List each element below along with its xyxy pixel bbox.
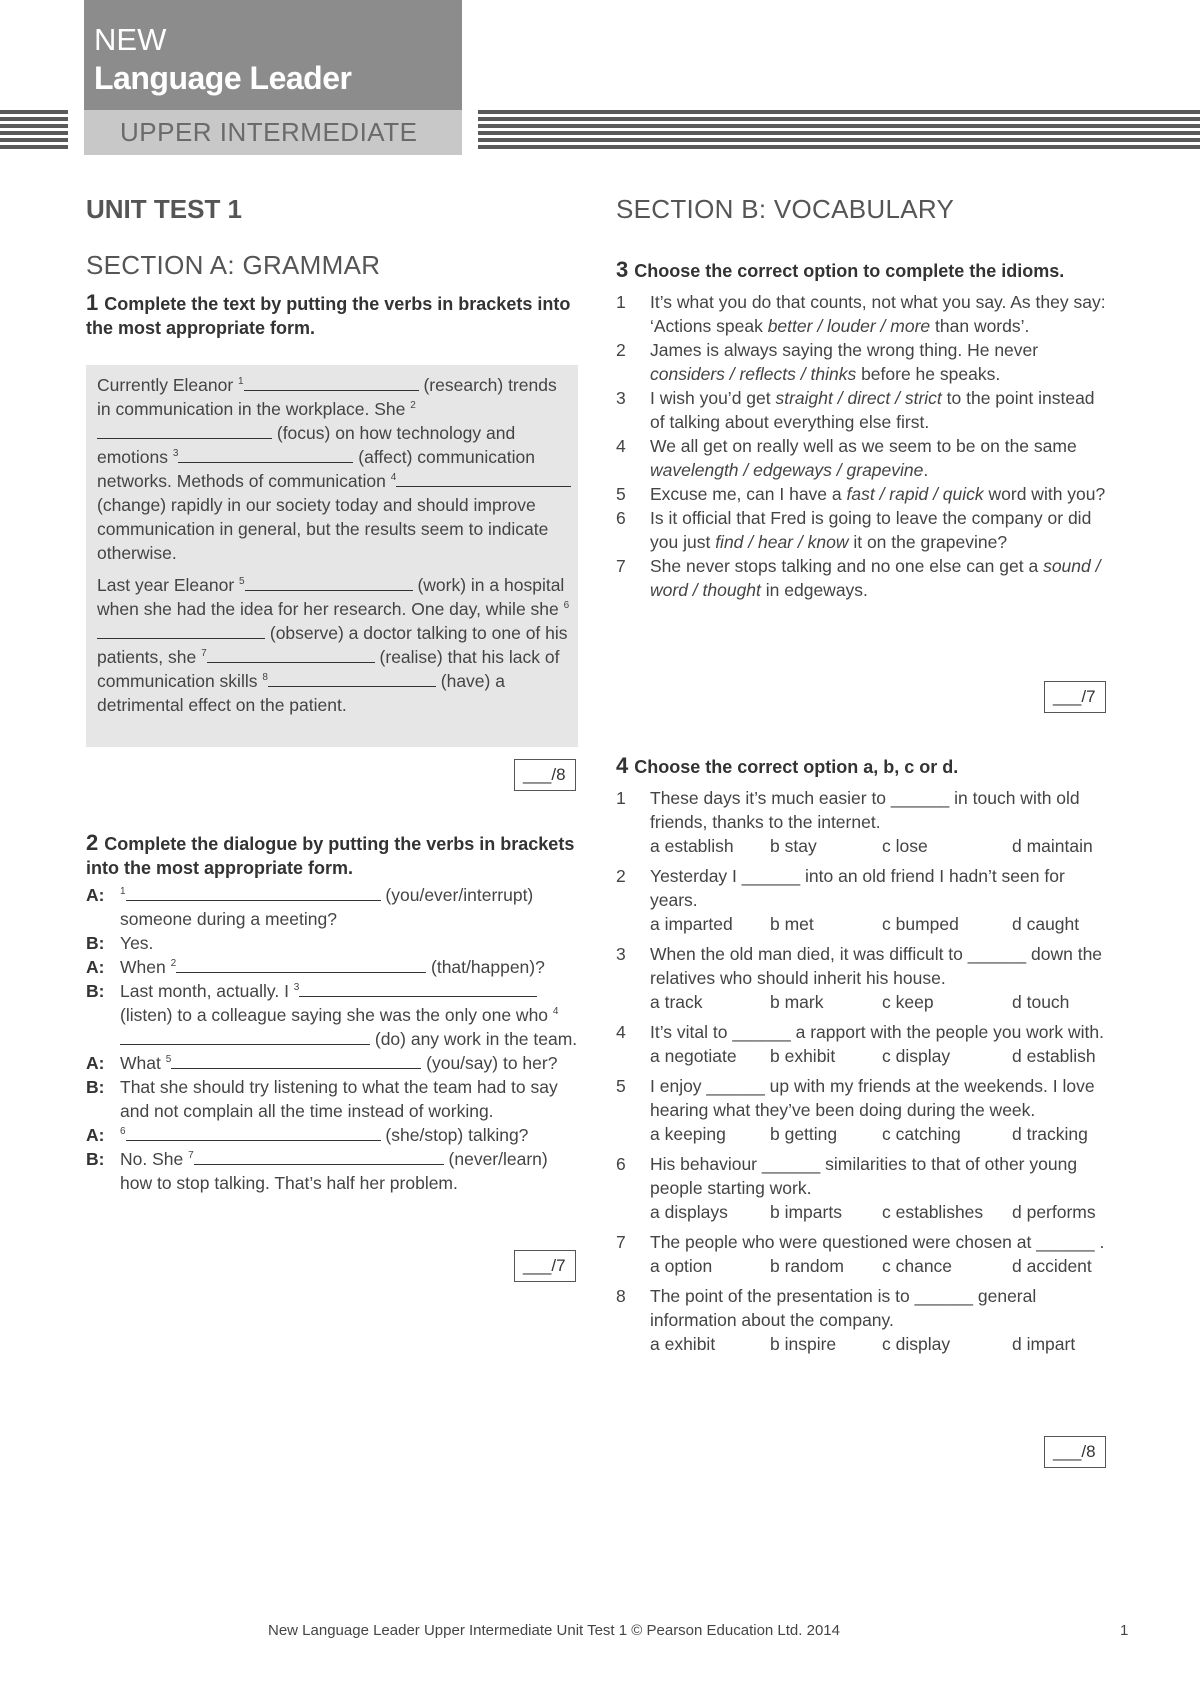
- dialogue-line: B: That she should try listening to what the team had to say and not complain all the time instead of working.: [86, 1077, 558, 1121]
- dialogue-line: A: $^6$ (she/stop) talking?: [86, 1125, 529, 1145]
- task1-text-box: [86, 365, 578, 747]
- list-item: 1 These days it’s much easier to ______ in touch with old friends, thanks to the internet. a establish b stay c lose d maintain: [616, 788, 1093, 856]
- option-c[interactable]: c establishes: [882, 1202, 984, 1222]
- option-d[interactable]: d establish: [1012, 1046, 1096, 1066]
- list-item: 1 It’s what you do that counts, not what you say. As they say: ‘Actions speak better / louder / more than words’.: [616, 292, 1106, 336]
- option-a[interactable]: a imparted: [650, 914, 733, 934]
- list-item: 2 Yesterday I ______ into an old friend I hadn’t seen for years. a imparted b met c bumped d caught: [616, 866, 1080, 934]
- gap-d6[interactable]: [126, 1125, 381, 1141]
- option-a[interactable]: a establish: [650, 836, 734, 856]
- option-c[interactable]: c lose: [882, 836, 928, 856]
- brand-banner: [84, 0, 462, 155]
- gap-d1[interactable]: [126, 885, 381, 901]
- task1-paragraph-1: Currently Eleanor $^1$ (research) trends in communication in the workplace. She $^2$ (focus) on how technology and emotions $^3$ (affect) communication networks. Methods of communication $^4$ (change) rapidly in our society today and should improve communication in general, but the results seem to indicate otherwise.: [97, 373, 573, 565]
- dialogue-line: B: Yes.: [86, 933, 154, 953]
- option-d[interactable]: d accident: [1012, 1256, 1092, 1276]
- idiom-options[interactable]: better / louder / more: [767, 316, 931, 336]
- list-item: 7 The people who were questioned were chosen at ______ . a option b random c chance d accident: [616, 1232, 1105, 1276]
- option-a[interactable]: a keeping: [650, 1124, 726, 1144]
- list-item: 4 It’s vital to ______ a rapport with the people you work with. a negotiate b exhibit c display d establish: [616, 1022, 1104, 1066]
- idiom-options[interactable]: considers / reflects / thinks: [650, 364, 857, 384]
- page-number: 1: [1120, 1622, 1129, 1639]
- option-b[interactable]: b mark: [770, 992, 824, 1012]
- option-a[interactable]: a track: [650, 992, 703, 1012]
- task2-score-box[interactable]: ___/7: [514, 1250, 576, 1282]
- list-item: 5 I enjoy ______ up with my friends at the weekends. I love hearing what they’ve been doing during the week. a keeping b getting c catching d tracking: [616, 1076, 1095, 1144]
- list-item: 6 His behaviour ______ similarities to that of other young people starting work. a displays b imparts c establishes d performs: [616, 1154, 1096, 1222]
- list-item: 3 When the old man died, it was difficult to ______ down the relatives who should inherit his house. a track b mark c keep d touch: [616, 944, 1103, 1012]
- section-b-title: SECTION B: VOCABULARY: [616, 194, 955, 224]
- gap-7[interactable]: [207, 647, 375, 663]
- task4-instruction: 4 Choose the correct option a, b, c or d.: [616, 753, 959, 778]
- header-stripes-right: [478, 110, 1200, 150]
- gap-3[interactable]: [178, 447, 353, 463]
- gap-d5[interactable]: [171, 1053, 421, 1069]
- list-item: 7 She never stops talking and no one else can get a sound / word / thought in edgeways.: [616, 556, 1101, 600]
- option-a[interactable]: a displays: [650, 1202, 728, 1222]
- option-d[interactable]: d caught: [1012, 914, 1080, 934]
- gap-1[interactable]: [244, 375, 419, 391]
- option-d[interactable]: d touch: [1012, 992, 1070, 1012]
- gap-5[interactable]: [245, 575, 413, 591]
- option-b[interactable]: b random: [770, 1256, 844, 1276]
- task3-instruction: 3 Choose the correct option to complete the idioms.: [616, 257, 1065, 282]
- option-c[interactable]: c display: [882, 1046, 951, 1066]
- option-b[interactable]: b met: [770, 914, 814, 934]
- task3-score-box[interactable]: ___/7: [1044, 681, 1106, 713]
- option-b[interactable]: b exhibit: [770, 1046, 836, 1066]
- dialogue-line: A: $^1$ (you/ever/interrupt) someone during a meeting?: [86, 885, 534, 929]
- task1-score-box[interactable]: ___/8: [514, 759, 576, 791]
- task4-score-box[interactable]: ___/8: [1044, 1436, 1106, 1468]
- option-b[interactable]: b inspire: [770, 1334, 837, 1354]
- option-b[interactable]: b imparts: [770, 1202, 842, 1222]
- list-item: 8 The point of the presentation is to ______ general information about the company. a exhibit b inspire c display d impart: [616, 1286, 1076, 1354]
- level-band: [84, 110, 462, 155]
- option-d[interactable]: d impart: [1012, 1334, 1076, 1354]
- task1-instruction: 1 Complete the text by putting the verbs in brackets into the most appropriate form.: [86, 290, 571, 338]
- brand-name: Language Leader: [94, 60, 352, 96]
- dialogue-line: A: When $^2$ (that/happen)?: [86, 957, 545, 977]
- idiom-options[interactable]: straight / direct / strict: [775, 388, 942, 408]
- gap-d2[interactable]: [176, 957, 426, 973]
- option-c[interactable]: c bumped: [882, 914, 959, 934]
- option-a[interactable]: a negotiate: [650, 1046, 737, 1066]
- gap-8[interactable]: [268, 671, 436, 687]
- option-d[interactable]: d performs: [1012, 1202, 1096, 1222]
- footer-copyright: New Language Leader Upper Intermediate Unit Test 1 © Pearson Education Ltd. 2014: [268, 1622, 840, 1639]
- option-d[interactable]: d maintain: [1012, 836, 1093, 856]
- list-item: 6 Is it official that Fred is going to leave the company or did you just find / hear / know it on the grapevine?: [616, 508, 1092, 552]
- option-c[interactable]: c chance: [882, 1256, 953, 1276]
- task2-instruction: 2 Complete the dialogue by putting the verbs in brackets into the most appropriate form.: [86, 830, 575, 878]
- option-c[interactable]: c catching: [882, 1124, 961, 1144]
- unit-title: UNIT TEST 1: [86, 194, 243, 224]
- list-item: 5 Excuse me, can I have a fast / rapid / quick word with you?: [616, 484, 1106, 504]
- gap-4[interactable]: [396, 471, 571, 487]
- list-item: 2 James is always saying the wrong thing. He never considers / reflects / thinks before he speaks.: [616, 340, 1039, 384]
- idiom-options[interactable]: find / hear / know: [715, 532, 849, 552]
- option-c[interactable]: c display: [882, 1334, 951, 1354]
- option-b[interactable]: b stay: [770, 836, 817, 856]
- task1-paragraph-2: Last year Eleanor $^5$ (work) in a hospital when she had the idea for her research. One day, while she $^6$ (observe) a doctor talking to one of his patients, she $^7$ (realise) that his lack of communication skills $^8$ (have) a detrimental effect on the patient.: [97, 575, 570, 715]
- section-a-title: SECTION A: GRAMMAR: [86, 250, 381, 280]
- gap-6[interactable]: [97, 623, 265, 639]
- dialogue-line: A: What $^5$ (you/say) to her?: [86, 1053, 558, 1073]
- brand-new: NEW: [94, 22, 167, 57]
- option-c[interactable]: c keep: [882, 992, 934, 1012]
- gap-d4[interactable]: [120, 1029, 370, 1045]
- idiom-options[interactable]: sound / word / thought: [650, 556, 1101, 600]
- list-item: 4 We all get on really well as we seem to be on the same wavelength / edgeways / grapevine.: [616, 436, 1077, 480]
- task3-items: [616, 290, 1112, 602]
- gap-d7[interactable]: [194, 1149, 444, 1165]
- option-a[interactable]: a exhibit: [650, 1334, 716, 1354]
- option-b[interactable]: b getting: [770, 1124, 838, 1144]
- dialogue-line: B: No. She $^7$ (never/learn) how to stop talking. That’s half her problem.: [86, 1149, 548, 1193]
- task4-items: [616, 786, 1112, 1356]
- gap-2[interactable]: [97, 423, 272, 439]
- idiom-options[interactable]: fast / rapid / quick: [846, 484, 984, 504]
- option-d[interactable]: d tracking: [1012, 1124, 1088, 1144]
- dialogue-line: B: Last month, actually. I $^3$ (listen) to a colleague saying she was the only one who $^4$ (do) any work in the team.: [86, 981, 578, 1049]
- task2-dialogue: [86, 883, 580, 1195]
- level-label: UPPER INTERMEDIATE: [120, 117, 418, 147]
- option-a[interactable]: a option: [650, 1256, 713, 1276]
- list-item: 3 I wish you’d get straight / direct / strict to the point instead of talking about everything else first.: [616, 388, 1095, 432]
- gap-d3[interactable]: [299, 981, 537, 997]
- idiom-options[interactable]: wavelength / edgeways / grapevine: [650, 460, 924, 480]
- header-stripes-left: [0, 110, 68, 150]
